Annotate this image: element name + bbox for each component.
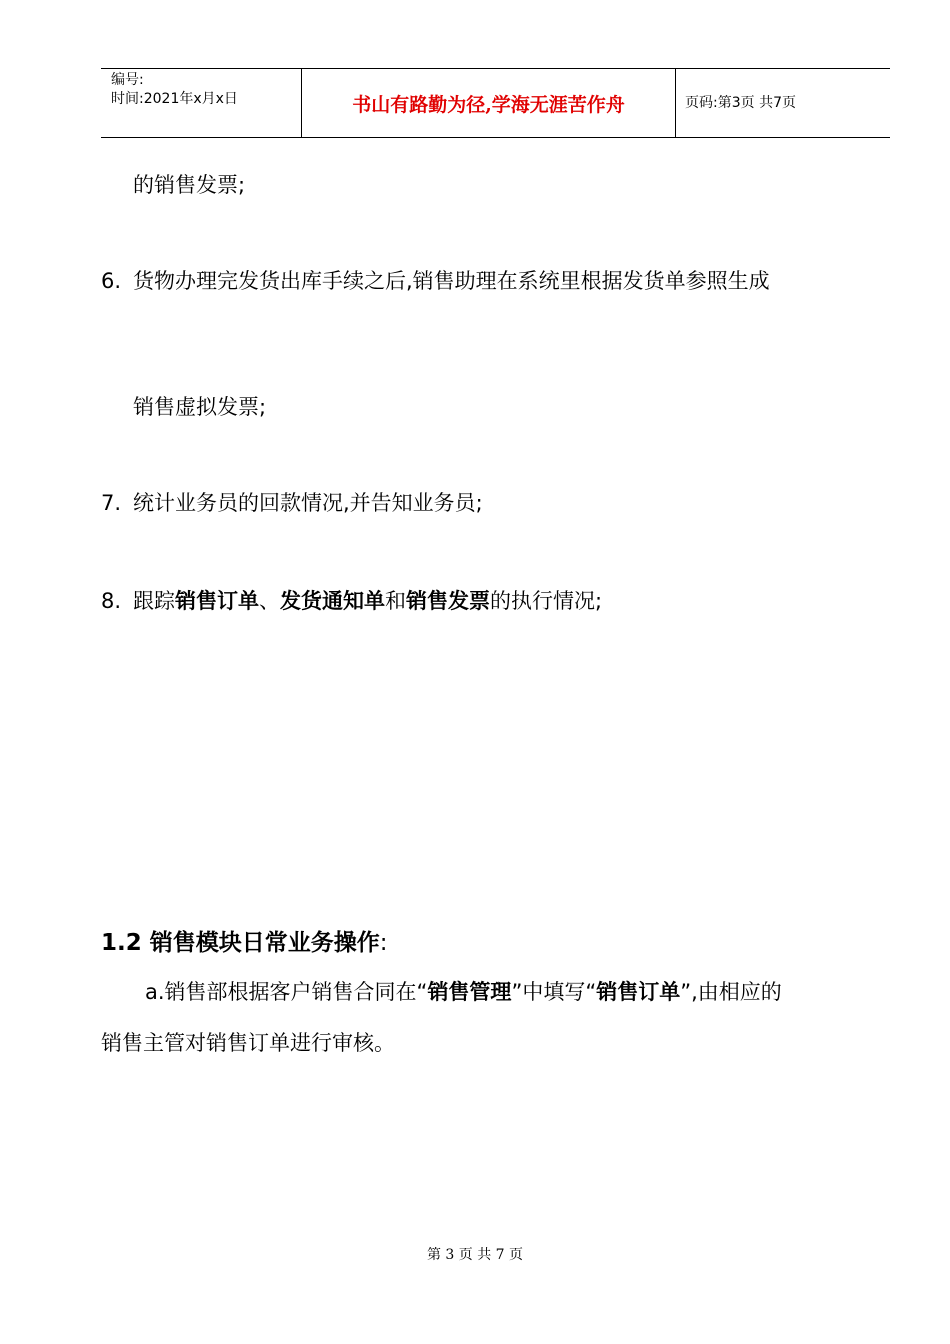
list-number: 7. bbox=[101, 491, 122, 515]
list-item-6-continued: 销售虚拟发票; bbox=[133, 395, 267, 419]
serial-label: 编号: bbox=[111, 72, 144, 88]
page-footer: 第 3 页 共 7 页 bbox=[426, 1247, 524, 1263]
continued-line: 的销售发票; bbox=[133, 173, 246, 197]
motto: 书山有路勤为径,学海无涯苦作舟 bbox=[352, 94, 625, 116]
section-heading-text: 1.2 销售模块日常业务操作 bbox=[101, 930, 380, 956]
text-run: 、 bbox=[259, 589, 280, 613]
header-motto-cell bbox=[302, 69, 676, 137]
list-item-text: 货物办理完发货出库手续之后,销售助理在系统里根据发货单参照生成 bbox=[133, 269, 770, 293]
text-run: ”中填写“ bbox=[511, 980, 597, 1004]
section-heading-colon: : bbox=[379, 930, 388, 956]
section-heading bbox=[101, 928, 388, 958]
section-paragraph-line-2: 销售主管对销售订单进行审核。 bbox=[101, 1031, 395, 1055]
list-item-8 bbox=[101, 587, 602, 615]
text-run: 的执行情况; bbox=[490, 589, 603, 613]
text-run: ”,由相应的 bbox=[680, 980, 782, 1004]
list-number: 6. bbox=[101, 269, 122, 293]
bold-term: 发货通知单 bbox=[280, 589, 385, 613]
page-header bbox=[101, 68, 890, 138]
bold-term: 销售管理 bbox=[427, 980, 512, 1004]
header-meta-cell bbox=[101, 69, 302, 137]
header-page-info: 页码:第3页 共7页 bbox=[685, 95, 796, 111]
time-label: 时间:2021年x月x日 bbox=[111, 91, 238, 107]
list-item-7 bbox=[101, 489, 483, 517]
bold-term: 销售订单 bbox=[596, 980, 681, 1004]
bold-term: 销售发票 bbox=[406, 589, 490, 613]
text-run: 和 bbox=[385, 589, 406, 613]
bold-term: 销售订单 bbox=[175, 589, 259, 613]
text-run: 跟踪 bbox=[133, 589, 175, 613]
list-item-6 bbox=[101, 267, 770, 295]
header-page-cell bbox=[677, 69, 890, 137]
list-number: 8. bbox=[101, 589, 122, 613]
section-paragraph bbox=[145, 978, 782, 1006]
text-run: a.销售部根据客户销售合同在“ bbox=[145, 980, 428, 1004]
list-item-text: 统计业务员的回款情况,并告知业务员; bbox=[133, 491, 483, 515]
